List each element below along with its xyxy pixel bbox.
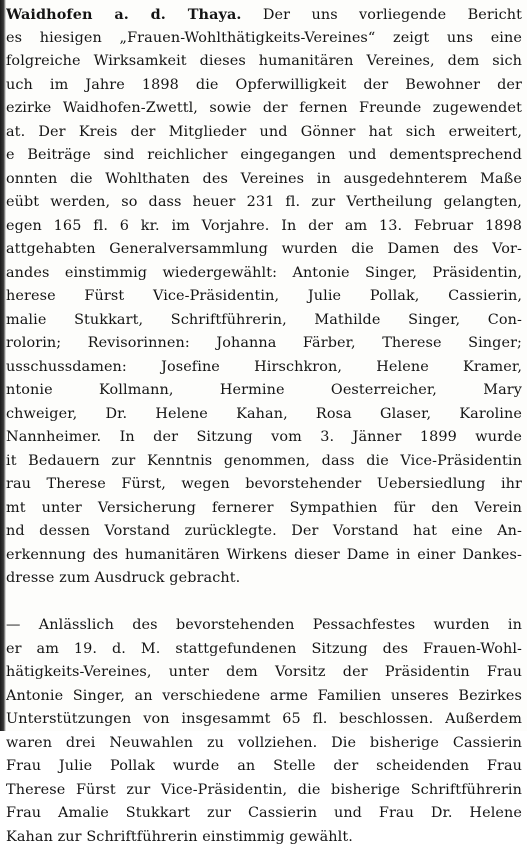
- text-line: [6, 567, 522, 591]
- line-text: Unterstützungen von insgesammt 65 fl. beschlossen. Außerdem: [6, 711, 522, 727]
- text-line: [6, 685, 522, 709]
- line-text: egen 165 fl. 6 kr. im Vorjahre. In der am 13. Februar 1898: [6, 218, 522, 234]
- line-text: Therese Fürst zur Vice-Präsidentin, die bisherige Schriftführerin: [6, 782, 522, 798]
- line-text: Frau Julie Pollak wurde an Stelle der scheidenden Frau: [6, 758, 522, 774]
- text-line: [6, 802, 522, 826]
- line-text: chweiger, Dr. Helene Kahan, Rosa Glaser, Karoline: [6, 406, 522, 422]
- line-text: Antonie Singer, an verschiedene arme Familien unseres Bezirkes: [6, 688, 522, 704]
- line-text: attgehabten Generalversammlung wurden die Damen des Vor-: [6, 241, 522, 257]
- text-line: [6, 638, 522, 662]
- line-text: ezirke Waidhofen-Zwettl, sowie der fernen Freunde zugewendet: [6, 100, 522, 116]
- text-line: [6, 238, 522, 262]
- text-line: [6, 544, 522, 568]
- line-text: nd dessen Vorstand zurücklegte. Der Vorstand hat eine An-: [6, 523, 522, 539]
- line-text: andes einstimmig wiedergewählt: Antonie Singer, Präsidentin,: [6, 265, 522, 281]
- line-text: ntonie Kollmann, Hermine Oesterreicher, Mary: [6, 382, 522, 398]
- text-line: [6, 144, 522, 168]
- line-text: it Bedauern zur Kenntnis genommen, dass die Vice-Präsidentin: [6, 453, 522, 469]
- text-line: [6, 356, 522, 380]
- text-line: [6, 826, 522, 849]
- line-text: er am 19. d. M. stattgefundenen Sitzung des Frauen-Wohl-: [6, 641, 522, 657]
- text-line: [6, 755, 522, 779]
- line-text: folgreiche Wirksamkeit dieses humanitären Vereines, dem sich: [6, 53, 522, 69]
- line-text: Kahan zur Schriftführerin einstimmig gewählt.: [6, 829, 353, 845]
- line-text: waren drei Neuwahlen zu vollziehen. Die bisherige Cassierin: [6, 735, 522, 751]
- text-line: [6, 708, 522, 732]
- line-text: rolorin; Revisorinnen: Johanna Färber, Therese Singer;: [6, 335, 522, 351]
- line-text: dresse zum Ausdruck gebracht.: [6, 570, 240, 586]
- line-text: e Beiträge sind reichlicher eingegangen und dementsprechend: [6, 147, 522, 163]
- line-text: uch im Jahre 1898 die Opferwilligkeit der Bewohner der: [6, 77, 522, 93]
- text-line: [6, 27, 522, 51]
- text-line: [6, 74, 522, 98]
- text-line: [6, 732, 522, 756]
- line-text: herese Fürst Vice-Präsidentin, Julie Pollak, Cassierin,: [6, 288, 522, 304]
- text-line: [6, 426, 522, 450]
- text-line: [6, 50, 522, 74]
- line-text: eübt werden, so dass heuer 231 fl. zur Vertheilung gelangten,: [6, 194, 522, 210]
- line-text: onnten die Wohlthaten des Vereines in ausgedehnterem Maße: [6, 171, 522, 187]
- line-text: — Anlässlich des bevorstehenden Pessachfestes wurden in: [6, 617, 522, 633]
- line-text: at. Der Kreis der Mitglieder und Gönner hat sich erweitert,: [6, 124, 522, 140]
- line-text: mt unter Versicherung fernerer Sympathien für den Verein: [6, 500, 522, 516]
- text-line: [6, 403, 522, 427]
- text-line: [6, 520, 522, 544]
- text-line: [6, 379, 522, 403]
- text-line: [6, 450, 522, 474]
- text-line: [6, 215, 522, 239]
- article-heading: Waidhofen a. d. Thaya.: [6, 6, 242, 23]
- text-line: [6, 262, 522, 286]
- paragraph-gap: [6, 591, 522, 615]
- text-line: [6, 121, 522, 145]
- text-line: [6, 332, 522, 356]
- line-text: Der uns vorliegende Bericht: [242, 7, 522, 23]
- text-line: [6, 285, 522, 309]
- line-text: erkennung des humanitären Wirkens dieser Dame in einer Dankes-: [6, 547, 522, 563]
- text-line: [6, 661, 522, 685]
- text-line: [6, 614, 522, 638]
- text-line: [6, 309, 522, 333]
- line-text: es hiesigen „Frauen-Wohlthätigkeits-Vereines“ zeigt uns eine: [6, 30, 522, 46]
- text-line: [6, 779, 522, 803]
- line-text: usschussdamen: Josefine Hirschkron, Helene Kramer,: [6, 359, 522, 375]
- text-line: [6, 497, 522, 521]
- article-body: [6, 3, 522, 849]
- text-line: [6, 191, 522, 215]
- line-text: rau Therese Fürst, wegen bevorstehender Uebersiedlung ihr: [6, 476, 522, 492]
- text-line: [6, 473, 522, 497]
- text-line: [6, 168, 522, 192]
- line-text: Frau Amalie Stukkart zur Cassierin und Frau Dr. Helene: [6, 805, 522, 821]
- line-text: Nannheimer. In der Sitzung vom 3. Jänner 1899 wurde: [6, 429, 522, 445]
- text-line: [6, 97, 522, 121]
- text-line: [6, 3, 522, 27]
- line-text: malie Stukkart, Schriftführerin, Mathilde Singer, Con-: [6, 312, 522, 328]
- line-text: hätigkeits-Vereines, unter dem Vorsitz der Präsidentin Frau: [6, 664, 522, 680]
